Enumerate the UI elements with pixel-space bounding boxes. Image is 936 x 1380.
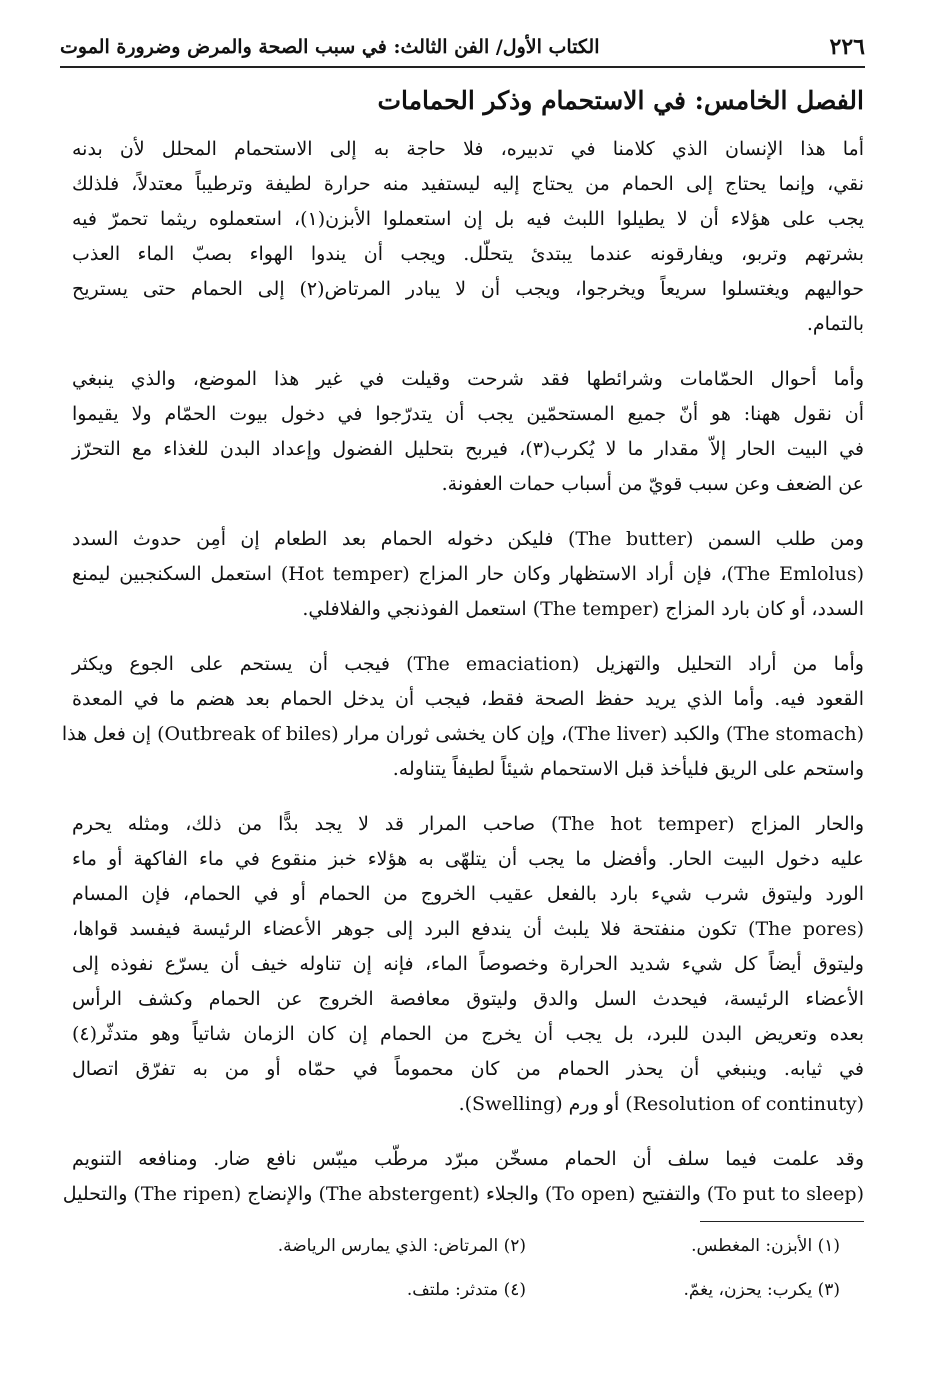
- text-line: عن الضعف وعن سبب قويّ من أسباب حمات العفونة.: [441, 473, 864, 495]
- page-number: ٢٢٦: [829, 34, 865, 60]
- text-line: الورد وليتوق شرب شيء بارد بالفعل عقيب الخروج من الحمام أو في الحمام، فإن المسام: [72, 883, 864, 905]
- text-line: بعده وتعريض البدن للبرد، بل يجب أن يخرج من الحمام إن كان الزمان شاتياً وهو متدثّر(٤): [72, 1023, 864, 1045]
- text-line: وأما أحوال الحمّامات وشرائطها فقد شرحت وقيلت في غير هذا الموضع، والذي ينبغي: [72, 368, 864, 390]
- text-line: السدد، أو كان بارد المزاج (The temper) استعمل الفوذنجي والفلافلي.: [302, 598, 864, 620]
- running-title: الكتاب الأول/ الفن الثالث: في سبب الصحة والمرض وضرورة الموت: [60, 36, 600, 58]
- text-line: وأما من أراد التحليل والتهزيل (The emaciation) فيجب أن يستحم على الجوع ويكثر: [72, 653, 864, 675]
- text-line: (The Emlolus)، فإن أراد الاستظهار وكان حار المزاج (Hot temper) استعمل السكنجبين ليمنع: [72, 563, 864, 585]
- footnote-divider: [700, 1221, 864, 1222]
- chapter-title: الفصل الخامس: في الاستحمام وذكر الحمامات: [377, 86, 864, 115]
- text-line: ومن طلب السمن (The butter) فليكن دخوله الحمام بعد الطعام إن أمِن حدوث السدد: [72, 528, 864, 550]
- text-line: واستحم على الريق فليأخذ قبل الاستحمام شيئاً لطيفاً يتناوله.: [392, 758, 864, 780]
- text-line: أما هذا الإنسان الذي كلامنا في تدبيره، فلا حاجة به إلى الاستحمام المحلل لأن بدنه: [72, 138, 864, 160]
- paragraph: [72, 362, 864, 502]
- text-line: حواليهم ويغتسلوا سريعاً ويخرجوا، ويجب أن لا يبادر المرتاض(٢) إلى الحمام حتى يستريح: [72, 278, 864, 300]
- text-line: أن نقول ههنا: هو أنّ جميع المستحمّين يجب أن يتدرّجوا في دخول بيوت الحمّام ولا يقيموا: [72, 403, 864, 425]
- text-line: نقي، وإنما يحتاج إلى الحمام من يحتاج إليه ليستفيد منه حرارة لطيفة وترطيباً معتدلاً، فلذلك: [72, 173, 864, 195]
- footnote-2: (٢) المرتاض: الذي يمارس الرياضة.: [277, 1236, 526, 1256]
- paragraph: [62, 1142, 864, 1212]
- text-line: الأعضاء الرئيسة، فيحدث السل والدق وليتوق معافصة الخروج عن الحمام وكشف الرأس: [72, 988, 864, 1010]
- text-line: وقد علمت فيما سلف أن الحمام مسخّن مبرّد مرطّب ميبّس نافع ضار. ومنافعه التنويم: [72, 1148, 864, 1170]
- running-header: [60, 28, 865, 68]
- paragraph: [72, 132, 864, 342]
- text-line: (The stomach) والكبد (The liver)، وإن كان يخشى ثوران مرار (Outbreak of biles) إن فعل هذا: [61, 723, 864, 745]
- text-line: وليتوق أيضاً كل شيء شديد الحرارة وخصوصاً الماء، فإنه إن تناوله خيف أن يسرّع نفوذه إلى: [72, 953, 864, 975]
- text-line: في ثيابه. وينبغي أن يحذر الحمام من كان محموماً في حمّاه أو من به تفرّق اتصال: [72, 1058, 864, 1080]
- body-text: [61, 132, 865, 1232]
- text-line: القعود فيه. وأما الذي يريد حفظ الصحة فقط، فيجب أن يدخل الحمام بعد هضم ما في المعدة: [72, 688, 864, 710]
- footnote-3: (٣) يكرب: يحزن، يغمّ.: [683, 1280, 840, 1300]
- text-line: والحار المزاج (The hot temper) صاحب المرار قد لا يجد بدًّا من ذلك، ومثله يحرم: [72, 813, 865, 835]
- footnote-1: (١) الأبزن: المغطس.: [691, 1236, 840, 1256]
- text-line: بشرتهم وتربو، ويفارقونه عندما يبتدئ يتحلّل. ويجب أن يندوا الهواء بصبّ الماء العذب: [72, 243, 864, 265]
- footnote-4: (٤) متدثر: ملتف.: [406, 1280, 526, 1300]
- paragraph: [72, 807, 864, 1122]
- text-line: (To put to sleep) والتفتيح (To open) والجلاء (The abstergent) والإنضاج (The ripen) والتحليل: [62, 1183, 864, 1205]
- text-line: بالتمام.: [806, 313, 864, 335]
- paragraph: [61, 647, 864, 787]
- text-line: يجب على هؤلاء أن لا يطيلوا اللبث فيه بل إن استعملوا الأبزن(١)، استعملوه ريثما تحمرّ فيه: [72, 208, 864, 230]
- text-line: (The pores) تكون منفتحة فلا يلبث أن يندفع البرد إلى جوهر الأعضاء الرئيسة فيفسد قواها،: [72, 918, 864, 940]
- text-line: عليه دخول البيت الحار. وأفضل ما يجب أن يتلهّى به هؤلاء خبز منقوع في ماء الفاكهة أو ماء: [72, 848, 864, 870]
- text-line: (Resolution of continuty) أو ورم (Swelling).: [458, 1093, 864, 1115]
- text-line: في البيت الحار إلاّ مقدار ما لا يُكرب(٣)، فيربح بتحليل الفضول وإعداد البدن للغذاء مع التحرّز: [72, 438, 864, 460]
- paragraph: [72, 522, 864, 627]
